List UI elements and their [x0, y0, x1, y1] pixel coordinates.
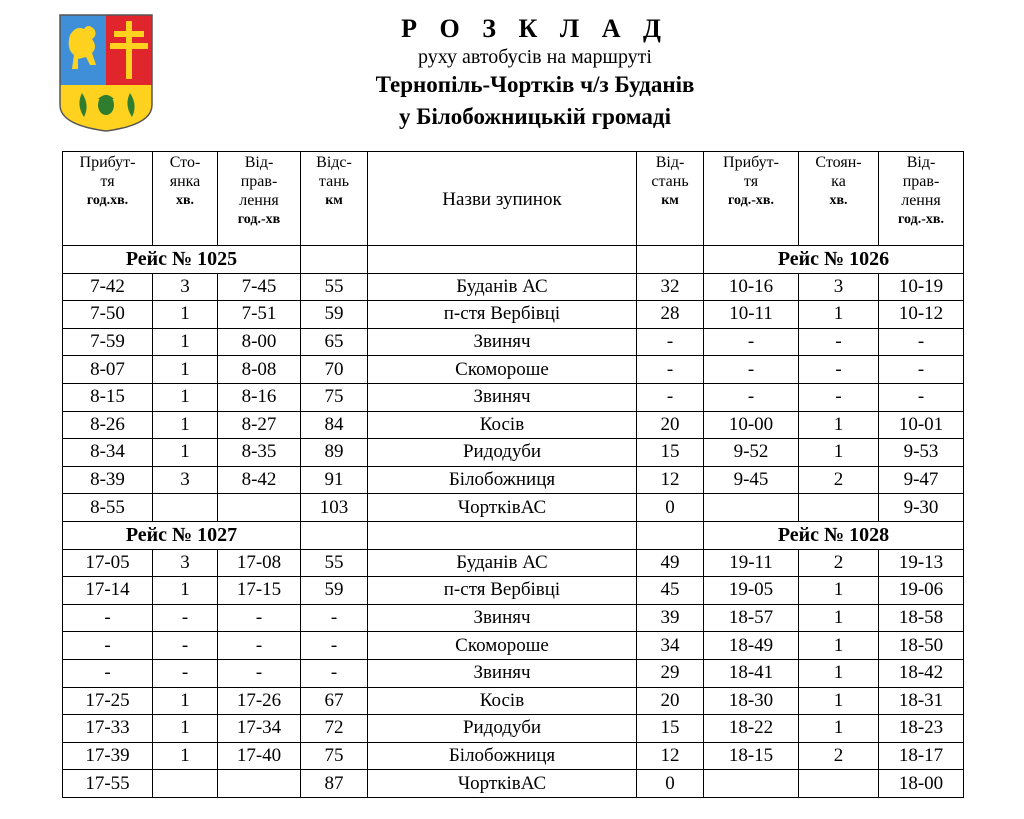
cell-stop-name: Буданів АС	[368, 273, 637, 301]
cell-distance: 103	[301, 494, 368, 522]
table-row	[63, 439, 964, 467]
cell-stop: 1	[153, 383, 218, 411]
cell-stop-r: 1	[799, 577, 879, 605]
schedule-body	[63, 246, 964, 798]
cell-arrival: 7-59	[63, 328, 153, 356]
cell-arrival: 8-15	[63, 383, 153, 411]
empty-cell	[637, 521, 704, 549]
cell-arrival-r: 18-41	[704, 659, 799, 687]
cell-distance-r: 12	[637, 466, 704, 494]
cell-stop-name: Косів	[368, 411, 637, 439]
cell-stop-r: 1	[799, 659, 879, 687]
cell-arrival: 17-05	[63, 549, 153, 577]
empty-cell	[301, 521, 368, 549]
cell-departure-r: 18-23	[879, 715, 964, 743]
cell-arrival-r: 18-49	[704, 632, 799, 660]
table-row	[63, 577, 964, 605]
cell-departure	[218, 494, 301, 522]
table-row	[63, 687, 964, 715]
table-row	[63, 632, 964, 660]
cell-stop-r: 1	[799, 604, 879, 632]
cell-arrival: 8-26	[63, 411, 153, 439]
cell-departure-r: 10-19	[879, 273, 964, 301]
cell-stop-name: Звиняч	[368, 604, 637, 632]
cell-distance-r: 12	[637, 742, 704, 770]
table-row	[63, 273, 964, 301]
table-row	[63, 494, 964, 522]
cell-departure-r: 10-12	[879, 301, 964, 329]
empty-cell	[368, 521, 637, 549]
cell-arrival-r: 19-11	[704, 549, 799, 577]
cell-departure-r: 18-00	[879, 770, 964, 798]
cell-stop: 1	[153, 301, 218, 329]
table-row	[63, 383, 964, 411]
cell-stop: 1	[153, 742, 218, 770]
cell-stop-name: Скомороше	[368, 632, 637, 660]
col-departure: Від- прав- лення год.-хв	[218, 152, 301, 246]
cell-arrival: -	[63, 604, 153, 632]
table-row	[63, 411, 964, 439]
cell-departure: 8-27	[218, 411, 301, 439]
cell-stop: -	[153, 659, 218, 687]
trip-number-left: Рейс № 1025	[63, 246, 301, 274]
cell-arrival-r: 18-30	[704, 687, 799, 715]
cell-arrival-r: -	[704, 356, 799, 384]
table-row	[63, 466, 964, 494]
cell-departure-r: 19-13	[879, 549, 964, 577]
cell-departure-r: 18-58	[879, 604, 964, 632]
cell-departure: 17-15	[218, 577, 301, 605]
table-row	[63, 770, 964, 798]
cell-stop: 1	[153, 715, 218, 743]
cell-stop-r: 2	[799, 742, 879, 770]
trip-header-row	[63, 521, 964, 549]
cell-stop-name: Звиняч	[368, 328, 637, 356]
cell-stop-r: 1	[799, 301, 879, 329]
cell-arrival: 17-25	[63, 687, 153, 715]
cell-distance: 59	[301, 301, 368, 329]
cell-distance-r: -	[637, 356, 704, 384]
table-row	[63, 549, 964, 577]
table-row	[63, 328, 964, 356]
cell-distance: -	[301, 632, 368, 660]
cell-distance-r: 0	[637, 494, 704, 522]
trip-number-left: Рейс № 1027	[63, 521, 301, 549]
cell-stop: 3	[153, 549, 218, 577]
cell-arrival: -	[63, 659, 153, 687]
cell-stop: -	[153, 604, 218, 632]
cell-arrival: 7-42	[63, 273, 153, 301]
cell-departure-r: -	[879, 356, 964, 384]
cell-departure: 8-00	[218, 328, 301, 356]
empty-cell	[301, 246, 368, 274]
cell-arrival-r: -	[704, 328, 799, 356]
cell-stop-name: Білобожниця	[368, 466, 637, 494]
cell-arrival-r: 10-00	[704, 411, 799, 439]
table-row	[63, 604, 964, 632]
cell-stop: 1	[153, 411, 218, 439]
cell-arrival: 8-39	[63, 466, 153, 494]
cell-stop-r: 1	[799, 687, 879, 715]
cell-arrival-r: 10-11	[704, 301, 799, 329]
cell-stop-r: 2	[799, 549, 879, 577]
cell-stop: 3	[153, 273, 218, 301]
cell-distance-r: 39	[637, 604, 704, 632]
cell-arrival-r: 10-16	[704, 273, 799, 301]
table-row	[63, 659, 964, 687]
cell-distance: 84	[301, 411, 368, 439]
community-name: у Білобожницькій громаді	[399, 104, 671, 129]
col-distance: Відс- тань км	[301, 152, 368, 246]
table-row	[63, 715, 964, 743]
cell-departure: -	[218, 659, 301, 687]
cell-departure: -	[218, 632, 301, 660]
cell-departure: 8-42	[218, 466, 301, 494]
cell-departure-r: 9-47	[879, 466, 964, 494]
cell-stop-name: Ридодуби	[368, 715, 637, 743]
cell-departure: 8-35	[218, 439, 301, 467]
cell-distance-r: 49	[637, 549, 704, 577]
cell-distance-r: 32	[637, 273, 704, 301]
cell-departure	[218, 770, 301, 798]
cell-distance: 67	[301, 687, 368, 715]
cell-departure: 17-34	[218, 715, 301, 743]
cell-stop-name: ЧортківАС	[368, 770, 637, 798]
cell-distance: 75	[301, 383, 368, 411]
cell-departure: 17-40	[218, 742, 301, 770]
cell-departure: 8-08	[218, 356, 301, 384]
cell-distance: 75	[301, 742, 368, 770]
cell-departure-r: 9-30	[879, 494, 964, 522]
cell-arrival-r: 19-05	[704, 577, 799, 605]
cell-arrival-r: 18-15	[704, 742, 799, 770]
cell-distance-r: 20	[637, 687, 704, 715]
col-distance-r: Від- стань км	[637, 152, 704, 246]
cell-departure: 7-51	[218, 301, 301, 329]
document-subtitle: руху автобусів на маршруті	[418, 46, 652, 68]
cell-arrival-r: 18-57	[704, 604, 799, 632]
cell-distance: 65	[301, 328, 368, 356]
cell-departure: 8-16	[218, 383, 301, 411]
cell-stop: 1	[153, 687, 218, 715]
cell-distance: 70	[301, 356, 368, 384]
cell-departure-r: -	[879, 383, 964, 411]
cell-arrival-r	[704, 770, 799, 798]
cell-distance-r: -	[637, 383, 704, 411]
cell-stop-r: -	[799, 383, 879, 411]
cell-departure: 7-45	[218, 273, 301, 301]
empty-cell	[368, 246, 637, 274]
cell-departure-r: 19-06	[879, 577, 964, 605]
cell-stop-r: -	[799, 328, 879, 356]
cell-departure: 17-08	[218, 549, 301, 577]
cell-stop: 1	[153, 439, 218, 467]
header-row	[63, 152, 964, 246]
cell-stop	[153, 770, 218, 798]
trip-header-row	[63, 246, 964, 274]
cell-stop-name: п-стя Вербівці	[368, 301, 637, 329]
cell-stop-r: 1	[799, 411, 879, 439]
cell-arrival: 17-14	[63, 577, 153, 605]
cell-distance-r: 45	[637, 577, 704, 605]
cell-departure-r: 18-31	[879, 687, 964, 715]
cell-distance: -	[301, 659, 368, 687]
cell-stop: 1	[153, 328, 218, 356]
cell-arrival: 17-55	[63, 770, 153, 798]
cell-departure-r: -	[879, 328, 964, 356]
cell-stop: 1	[153, 577, 218, 605]
cell-stop-r: 1	[799, 632, 879, 660]
cell-arrival-r: 18-22	[704, 715, 799, 743]
cell-stop-r: 1	[799, 439, 879, 467]
cell-departure-r: 18-50	[879, 632, 964, 660]
cell-distance-r: 28	[637, 301, 704, 329]
cell-stop-r: 3	[799, 273, 879, 301]
schedule-table	[62, 151, 964, 798]
coat-of-arms-logo	[58, 13, 154, 133]
cell-departure: -	[218, 604, 301, 632]
cell-distance-r: 34	[637, 632, 704, 660]
cell-stop-name: Ридодуби	[368, 439, 637, 467]
cell-distance: 91	[301, 466, 368, 494]
trip-number-right: Рейс № 1028	[704, 521, 964, 549]
document-title: Р О З К Л А Д	[401, 14, 669, 43]
cell-stop-name: Звиняч	[368, 659, 637, 687]
cell-distance: 87	[301, 770, 368, 798]
cell-distance-r: 20	[637, 411, 704, 439]
cell-stop-name: ЧортківАС	[368, 494, 637, 522]
col-arrival: Прибут- тя год.хв.	[63, 152, 153, 246]
cell-departure-r: 10-01	[879, 411, 964, 439]
empty-cell	[637, 246, 704, 274]
cell-distance: 55	[301, 273, 368, 301]
cell-arrival: 8-55	[63, 494, 153, 522]
cell-arrival-r	[704, 494, 799, 522]
col-departure-r: Від- прав- лення год.-хв.	[879, 152, 964, 246]
cell-stop-name: Скомороше	[368, 356, 637, 384]
route-name: Тернопіль-Чортків ч/з Буданів	[375, 72, 695, 97]
cell-stop: 1	[153, 356, 218, 384]
cell-stop-name: Звиняч	[368, 383, 637, 411]
col-stop-name: Назви зупинок	[368, 152, 637, 246]
cell-departure-r: 18-17	[879, 742, 964, 770]
cell-arrival-r: 9-45	[704, 466, 799, 494]
cell-stop-name: Буданів АС	[368, 549, 637, 577]
cell-distance-r: 0	[637, 770, 704, 798]
cell-arrival: 17-39	[63, 742, 153, 770]
cell-distance: 72	[301, 715, 368, 743]
col-stop: Сто- янка хв.	[153, 152, 218, 246]
cell-stop-r: -	[799, 356, 879, 384]
cell-stop-name: Білобожниця	[368, 742, 637, 770]
cell-distance: -	[301, 604, 368, 632]
cell-distance-r: -	[637, 328, 704, 356]
cell-departure-r: 18-42	[879, 659, 964, 687]
cell-arrival-r: 9-52	[704, 439, 799, 467]
col-arrival-r: Прибут- тя год.-хв.	[704, 152, 799, 246]
cell-stop-name: п-стя Вербівці	[368, 577, 637, 605]
col-stop-r: Стоян- ка хв.	[799, 152, 879, 246]
cell-stop-r	[799, 494, 879, 522]
cell-stop-r: 2	[799, 466, 879, 494]
cell-arrival: 8-34	[63, 439, 153, 467]
cell-departure-r: 9-53	[879, 439, 964, 467]
cell-arrival-r: -	[704, 383, 799, 411]
cell-stop: 3	[153, 466, 218, 494]
cell-distance-r: 15	[637, 715, 704, 743]
cell-stop-name: Косів	[368, 687, 637, 715]
cell-stop-r	[799, 770, 879, 798]
cell-stop	[153, 494, 218, 522]
cell-distance: 55	[301, 549, 368, 577]
cell-stop: -	[153, 632, 218, 660]
cell-departure: 17-26	[218, 687, 301, 715]
cell-arrival: 8-07	[63, 356, 153, 384]
cell-arrival: -	[63, 632, 153, 660]
cell-arrival: 17-33	[63, 715, 153, 743]
table-row	[63, 742, 964, 770]
cell-distance: 59	[301, 577, 368, 605]
cell-distance-r: 29	[637, 659, 704, 687]
cell-stop-r: 1	[799, 715, 879, 743]
cell-arrival: 7-50	[63, 301, 153, 329]
cell-distance: 89	[301, 439, 368, 467]
trip-number-right: Рейс № 1026	[704, 246, 964, 274]
cell-distance-r: 15	[637, 439, 704, 467]
table-row	[63, 356, 964, 384]
table-row	[63, 301, 964, 329]
